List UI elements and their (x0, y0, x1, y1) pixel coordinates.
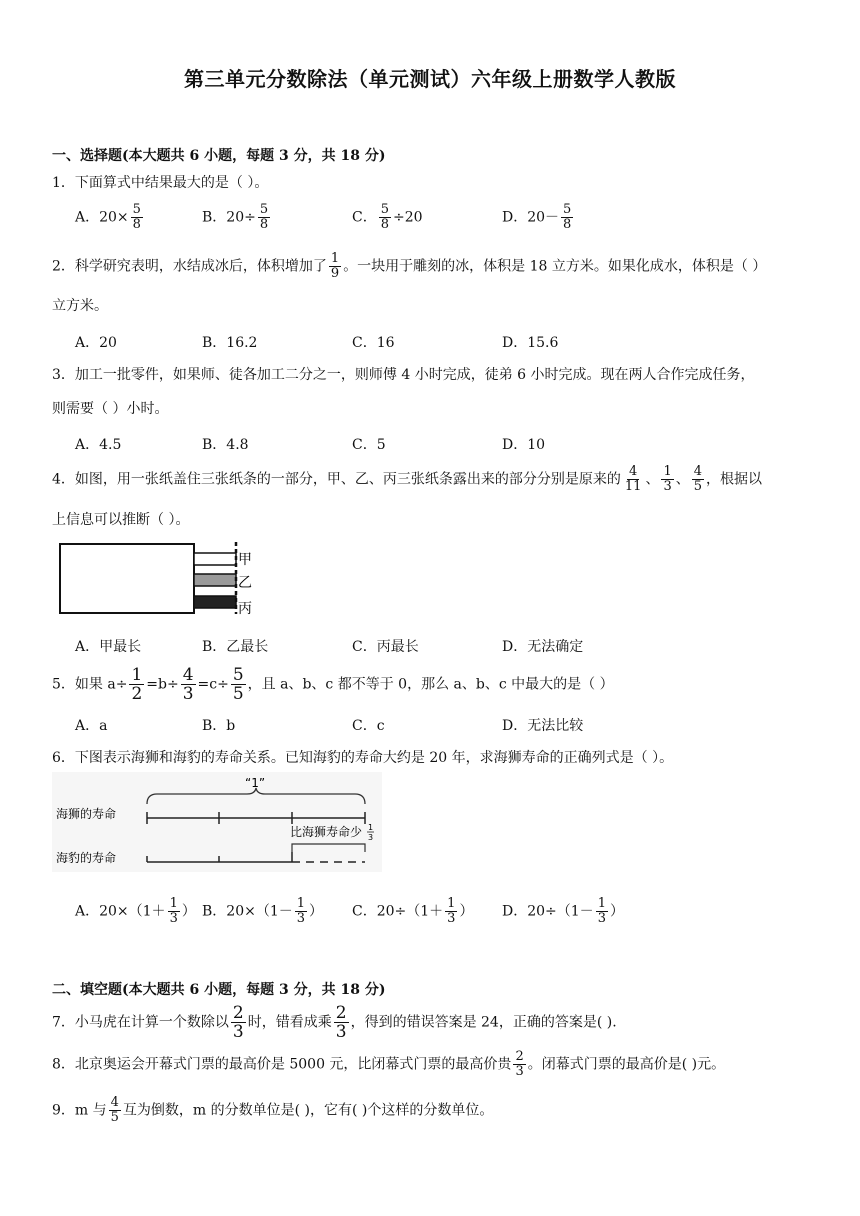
unit-one-label: “1” (245, 776, 266, 790)
note-frac-num: 1 (368, 823, 374, 832)
q1-option-a-text: A．20× (75, 209, 129, 226)
question-6-stem: 6．下图表示海狮和海豹的寿命关系。已知海豹的寿命大约是 20 年，求海狮寿命的正确列式是（ ）。 (52, 750, 674, 766)
q5-option-c[interactable]: C．c (352, 718, 385, 734)
fraction: $\frac{4}{5}$ (110, 1095, 119, 1125)
question-9: 9．m 与 $\frac{4}{5}$ 互为倒数，m 的分数单位是( )，它有( )个这样的分数单位。 (52, 1095, 494, 1125)
seal-label: 海豹的寿命 (56, 851, 117, 865)
fraction: $\frac{4}{3}$ (182, 665, 194, 704)
fraction: $\frac{5}{8}$ (380, 202, 389, 232)
question-1-stem: 1．下面算式中结果最大的是（ ）。 (52, 175, 269, 191)
fraction: $\frac{2}{3}$ (515, 1049, 524, 1079)
fraction: $\frac{1}{2}$ (131, 665, 143, 704)
question-7: 7．小马虎在计算一个数除以 $\frac{2}{3}$ 时，错看成乘 $\frac{2}{3}$ ，得到的错误答案是 24，正确的答案是( ). (52, 1003, 617, 1042)
question-5-stem: 5．如果 a÷ $\frac{1}{2}$ =b÷ $\frac{4}{3}$ =c÷ $\frac{5}{5}$ ，且 a、b、c 都不等于 0，那么 a、b、c 中最大的是（ ） (52, 665, 614, 704)
fraction: $\frac{5}{8}$ (563, 202, 572, 232)
q1-option-d-text: D．20－ (502, 209, 560, 226)
label-yi: 乙 (238, 575, 252, 591)
question-4-stem: 4．如图，用一张纸盖住三张纸条的一部分，甲、乙、丙三张纸条露出来的部分分别是原来的 $\frac{4}{11}$ 、 $\frac{1}{3}$ 、 $\frac{4}{5}$ ，根据以 (52, 464, 763, 494)
question-8: 8．北京奥运会开幕式门票的最高价是 5000 元，比闭幕式门票的最高价贵 $\frac{2}{3}$ 。闭幕式门票的最高价是( )元。 (52, 1049, 726, 1079)
label-jia: 甲 (238, 552, 252, 568)
small-brace (292, 844, 365, 852)
lifespan-diagram (52, 772, 382, 872)
question-3-stem-cont: 则需要（ ）小时。 (52, 401, 169, 417)
q3-option-d[interactable]: D．10 (502, 437, 546, 453)
q1-option-c-text: C． (352, 209, 377, 226)
note-frac-den: 3 (368, 833, 374, 842)
q2-option-c[interactable]: C．16 (352, 335, 395, 351)
fraction: $\frac{2}{3}$ (335, 1003, 347, 1042)
q6-option-d[interactable]: D．20÷（1－ $\frac{1}{3}$ ） (502, 896, 624, 926)
paper-strips-figure (52, 538, 262, 618)
page-title: 第三单元分数除法（单元测试）六年级上册数学人教版 (184, 67, 676, 91)
fraction: $\frac{5}{8}$ (132, 202, 141, 232)
q4-option-d[interactable]: D．无法确定 (502, 639, 584, 655)
brace (147, 788, 365, 804)
q2-option-a[interactable]: A．20 (75, 335, 117, 351)
cover-paper (60, 544, 194, 613)
fraction: $\frac{1}{9}$ (330, 251, 340, 281)
q5-option-b[interactable]: B．b (202, 718, 236, 734)
fraction: $\frac{4}{11}$ (624, 464, 642, 494)
sea-lion-label: 海狮的寿命 (56, 807, 117, 821)
fraction: $\frac{1}{3}$ (169, 896, 178, 926)
fraction: $\frac{1}{3}$ (296, 896, 306, 926)
q4-option-c[interactable]: C．丙最长 (352, 639, 419, 655)
q2-option-b[interactable]: B．16.2 (202, 335, 258, 351)
question-2-stem-cont: 立方米。 (52, 298, 108, 314)
question-3-stem: 3．加工一批零件，如果师、徒各加工二分之一，则师傅 4 小时完成，徒弟 6 小时完成。现在两人合作完成任务， (52, 367, 755, 383)
fraction: $\frac{1}{3}$ (447, 896, 456, 926)
fraction: $\frac{5}{8}$ (259, 202, 269, 232)
q3-option-b[interactable]: B．4.8 (202, 437, 249, 453)
fraction: $\frac{5}{5}$ (232, 665, 244, 704)
q2-option-d[interactable]: D．15.6 (502, 335, 559, 351)
q5-option-a[interactable]: A．a (75, 718, 108, 734)
q1-option-d[interactable] (502, 203, 575, 232)
q3-option-a[interactable]: A．4.5 (75, 437, 122, 453)
question-2-stem: 2．科学研究表明，水结成冰后，体积增加了 $\frac{1}{9}$ 。一块用于雕刻的冰，体积是 18 立方米。如果化成水，体积是（ ） (52, 251, 767, 281)
difference-note: 比海狮寿命少 (290, 825, 363, 839)
lifespan-figure (52, 772, 382, 872)
q6-option-b[interactable]: B．20×（1－ $\frac{1}{3}$ ） (202, 896, 324, 926)
strip-yi (194, 574, 236, 586)
fraction: $\frac{2}{3}$ (232, 1003, 244, 1042)
q1-option-a[interactable] (75, 203, 145, 232)
strip-bing (194, 596, 236, 608)
q4-option-b[interactable]: B．乙最长 (202, 639, 269, 655)
q1-option-c[interactable]: C． $\frac{5}{8}$ ÷20 (352, 202, 423, 232)
question-4-stem-cont: 上信息可以推断（ ）。 (52, 512, 190, 528)
strip-jia (194, 553, 236, 565)
fraction: $\frac{4}{5}$ (693, 464, 703, 494)
q6-option-c[interactable]: C．20÷（1＋ $\frac{1}{3}$ ） (352, 896, 474, 926)
section-heading-fill: 二、填空题(本大题共 6 小题，每题 3 分，共 18 分) (52, 982, 386, 998)
section-heading-choice: 一、选择题(本大题共 6 小题，每题 3 分，共 18 分) (52, 148, 386, 164)
q5-option-d[interactable]: D．无法比较 (502, 718, 584, 734)
fraction: $\frac{1}{3}$ (663, 464, 672, 494)
q1-option-b-text: B．20÷ (202, 209, 256, 226)
fraction: $\frac{1}{3}$ (597, 896, 606, 926)
label-bing: 丙 (238, 601, 252, 617)
q1-option-b[interactable] (202, 203, 272, 232)
q3-option-c[interactable]: C．5 (352, 437, 386, 453)
q6-option-a[interactable]: A．20×（1＋ $\frac{1}{3}$ ） (75, 896, 196, 926)
q4-option-a[interactable]: A．甲最长 (75, 639, 142, 655)
